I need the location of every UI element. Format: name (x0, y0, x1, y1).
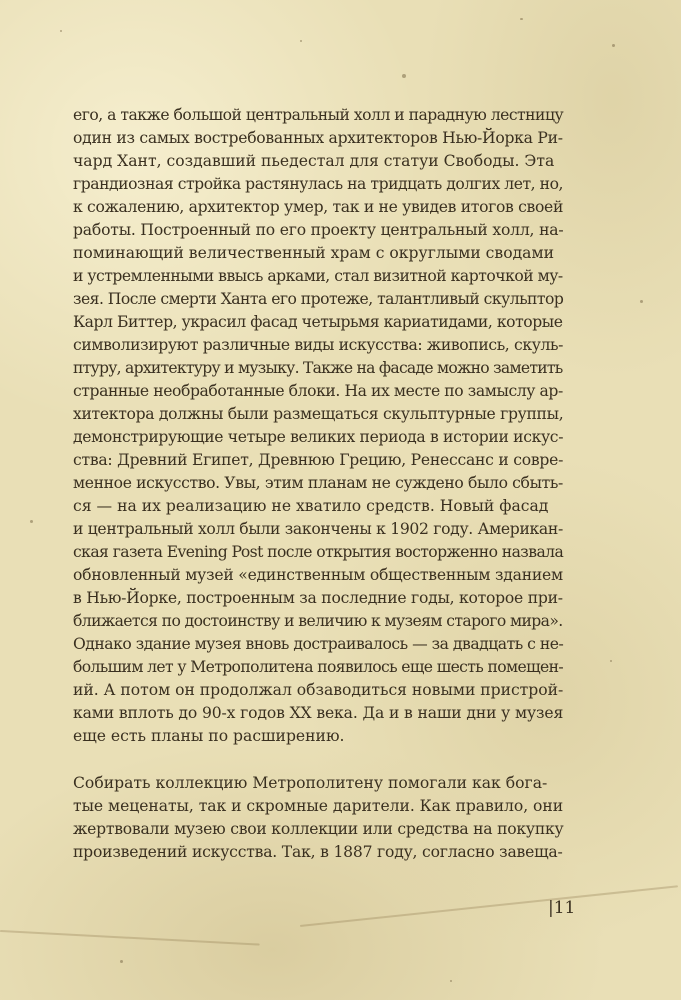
text-line: странные необработанные блоки. На их месте по замыслу ар- (73, 382, 563, 400)
paper-speck (610, 660, 612, 662)
paper-speck (30, 520, 33, 523)
text-line: птуру, архитектуру и музыку. Также на фасаде можно заметить (73, 359, 563, 377)
body-text (73, 104, 563, 864)
paper-speck (60, 30, 62, 32)
paper-speck (402, 74, 406, 78)
text-line: Собирать коллекцию Метрополитену помогали как бога- (73, 774, 548, 792)
paper-speck (450, 980, 452, 982)
paper-speck (520, 18, 523, 20)
paper-speck (612, 44, 615, 47)
paragraph-2 (73, 772, 563, 864)
paper-crack (0, 930, 260, 946)
text-line: еще есть планы по расширению. (73, 727, 345, 745)
text-line: работы. Построенный по его проекту центральный холл, на- (73, 221, 564, 239)
paper-crack (300, 885, 678, 927)
text-line: в Нью-Йорке, построенным за последние годы, которое при- (73, 589, 563, 607)
paragraph-gap (73, 748, 563, 772)
text-line: грандиозная стройка растянулась на тридцать долгих лет, но, (73, 175, 564, 193)
text-line: жертвовали музею свои коллекции или средства на покупку (73, 820, 564, 838)
paragraph-1 (73, 104, 563, 748)
text-line: символизируют различные виды искусства: живопись, скуль- (73, 336, 564, 354)
text-line: ства: Древний Египет, Древнюю Грецию, Ренессанс и совре- (73, 451, 564, 469)
text-line: ся — на их реализацию не хватило средств. Новый фасад (73, 497, 549, 515)
text-line: обновленный музей «единственным общественным зданием (73, 566, 563, 584)
text-line: ближается по достоинству и величию к музеям старого мира». (73, 612, 563, 630)
paper-speck (640, 300, 643, 303)
page-number (548, 896, 575, 920)
text-line: зея. После смерти Ханта его протеже, талантливый скульптор (73, 290, 564, 308)
text-line: и центральный холл были закончены к 1902 году. Американ- (73, 520, 563, 538)
text-line: ий. А потом он продолжал обзаводиться новыми пристрой- (73, 681, 564, 699)
text-line: и устремленными ввысь арками, стал визитной карточкой му- (73, 267, 563, 285)
text-line: Однако здание музея вновь достраивалось — за двадцать с не- (73, 635, 564, 653)
text-line: поминающий величественный храм с округлыми сводами (73, 244, 555, 262)
text-line: произведений искусства. Так, в 1887 году, согласно завеща- (73, 843, 563, 861)
page-number-divider: | (548, 898, 554, 918)
text-line: большим лет у Метрополитена появилось еще шесть помещен- (73, 658, 564, 676)
text-line: Карл Биттер, украсил фасад четырьмя кариатидами, которые (73, 313, 563, 331)
text-line: ками вплоть до 90-х годов XX века. Да и в наши дни у музея (73, 704, 564, 722)
text-line: тые меценаты, так и скромные дарители. Как правило, они (73, 797, 564, 815)
text-line: один из самых востребованных архитекторов Нью-Йорка Ри- (73, 129, 563, 147)
page-number-value: 11 (553, 898, 576, 918)
text-line: менное искусство. Увы, этим планам не суждено было сбыть- (73, 474, 563, 492)
text-line: демонстрирующие четыре великих периода в истории искус- (73, 428, 564, 446)
text-line: к сожалению, архитектор умер, так и не увидев итогов своей (73, 198, 564, 216)
paper-speck (120, 960, 123, 963)
text-line: чард Хант, создавший пьедестал для статуи Свободы. Эта (73, 152, 555, 170)
paper-speck (300, 40, 302, 42)
text-line: хитектора должны были размещаться скульптурные группы, (73, 405, 564, 423)
text-line: ская газета Evening Post после открытия восторженно назвала (73, 543, 564, 561)
text-line: его, а также большой центральный холл и парадную лестницу (73, 106, 564, 124)
